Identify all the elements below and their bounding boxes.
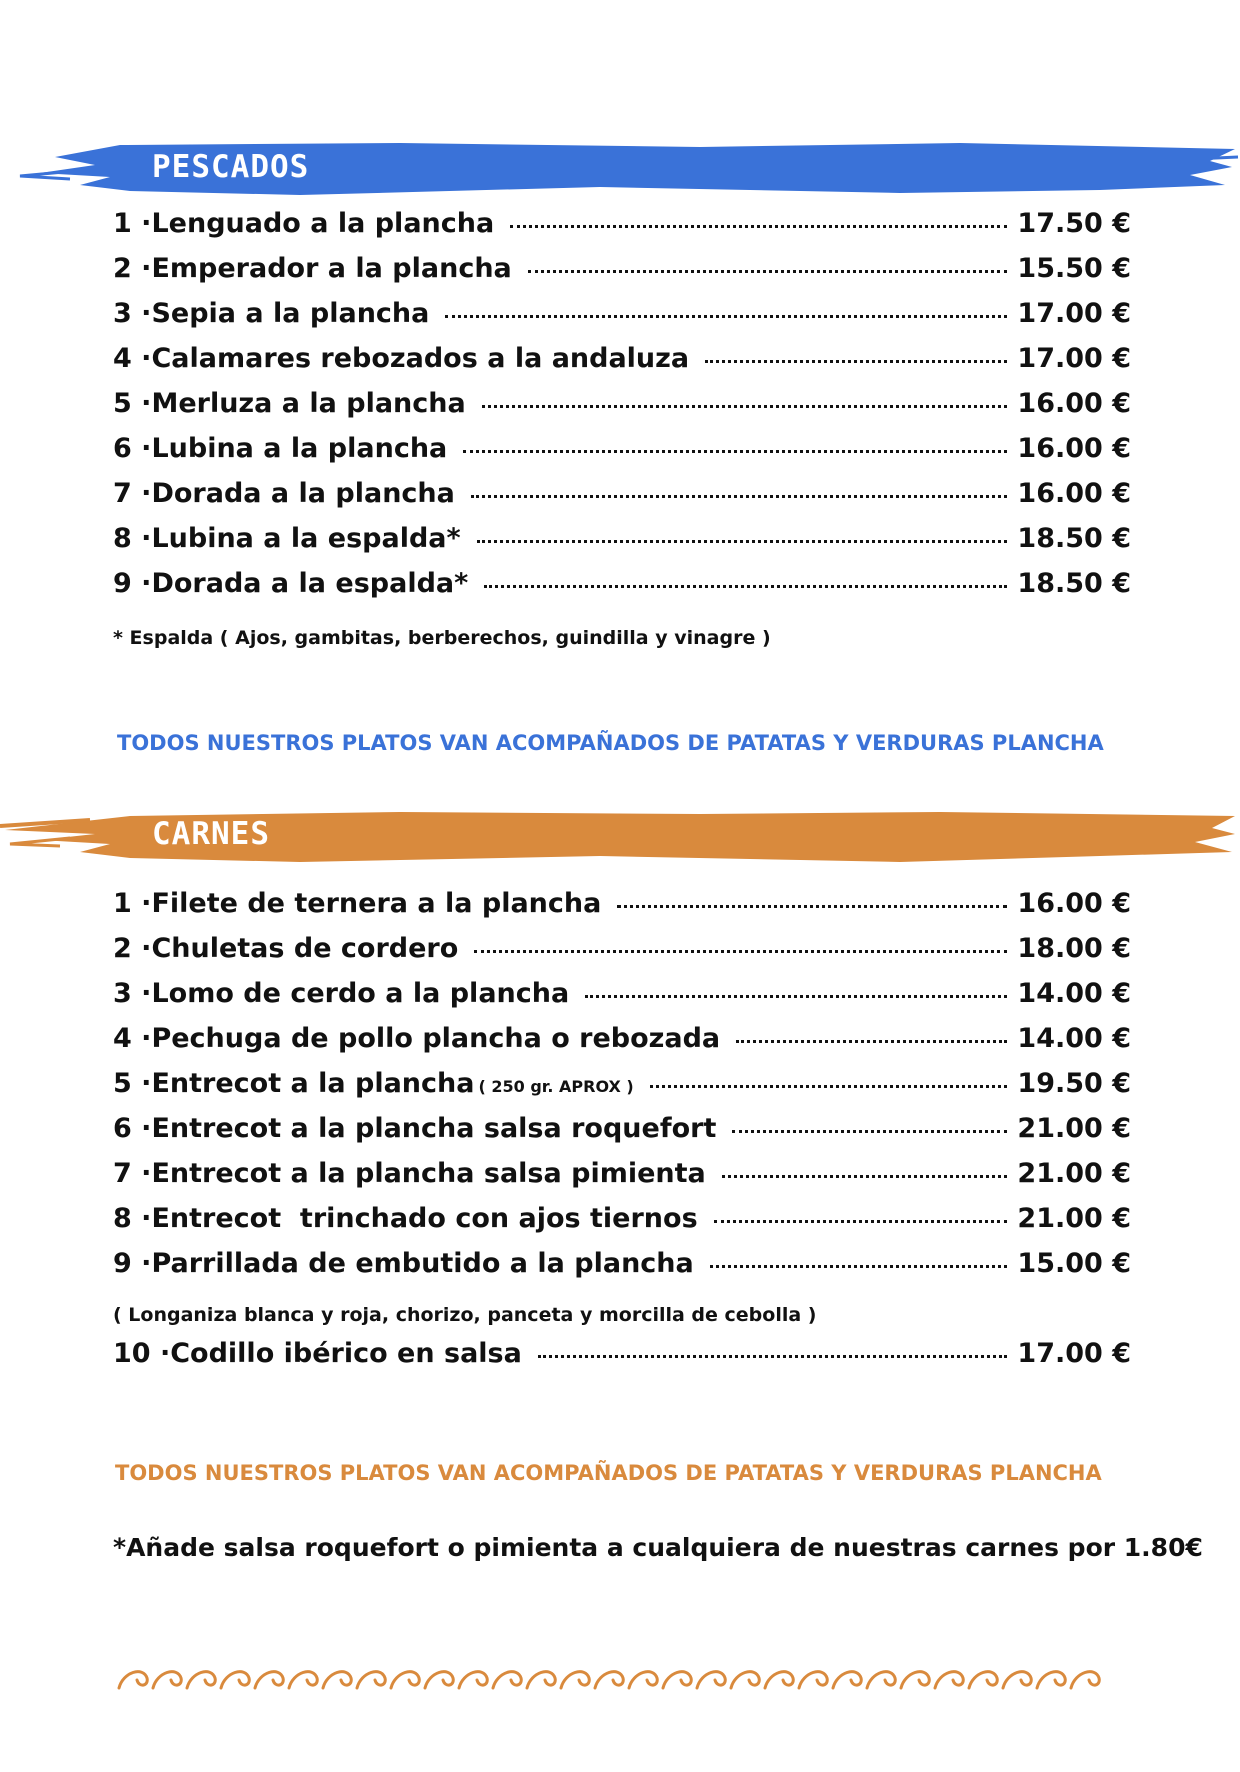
item-number: 7 · [113,1158,152,1189]
item-number: 9 · [113,568,152,599]
menu-item [113,343,1131,388]
item-name: Dorada a la plancha [151,478,455,509]
item-number: 6 · [113,1113,152,1144]
dot-leader [477,540,1008,543]
wave-border-decoration [115,1660,1125,1700]
menu-item [113,1338,1131,1383]
dot-leader [732,1130,1007,1133]
dot-leader [714,1220,1008,1223]
dot-leader [510,225,1007,228]
item-name: Sepia a la plancha [151,298,430,329]
item-name: Calamares rebozados a la andaluza [151,343,690,374]
item-name: Chuletas de cordero [151,933,459,964]
item-number: 2 · [113,253,152,284]
item-name: Dorada a la espalda* [151,568,469,599]
dot-leader [538,1355,1008,1358]
dot-leader [528,270,1008,273]
item-name: Lomo de cerdo a la plancha [151,978,570,1009]
item-price: 16.00 € [1017,388,1131,419]
espalda-footnote: * Espalda ( Ajos, gambitas, berberechos, guindilla y vinagre ) [113,627,771,649]
item-number: 8 · [113,1203,152,1234]
menu-item [113,933,1131,978]
item-number: 2 · [113,933,152,964]
menu-item [113,1023,1131,1068]
item-number: 5 · [113,1068,152,1099]
dot-leader [736,1040,1007,1043]
item-number: 7 · [113,478,152,509]
menu-item [113,568,1131,613]
item-number: 5 · [113,388,152,419]
item-price: 16.00 € [1017,433,1131,464]
item-price: 21.00 € [1017,1203,1131,1234]
dot-leader [585,995,1007,998]
item-price: 17.00 € [1017,1338,1131,1369]
item-price: 18.50 € [1017,523,1131,554]
item-price: 15.00 € [1017,1248,1131,1279]
item-price: 19.50 € [1017,1068,1131,1099]
dot-leader [463,450,1007,453]
menu-item [113,1068,1131,1113]
menu-item [113,1248,1131,1293]
item-price: 18.00 € [1017,933,1131,964]
item-price: 18.50 € [1017,568,1131,599]
item-name: Lubina a la espalda* [151,523,461,554]
item-price: 14.00 € [1017,978,1131,1009]
item-weight-note: ( 250 gr. APROX ) [478,1077,634,1096]
item-number: 1 · [113,888,152,919]
menu-item [113,388,1131,433]
item-number: 10 · [113,1338,171,1369]
item-name: Filete de ternera a la plancha [151,888,602,919]
item-name: Codillo ibérico en salsa [170,1338,522,1369]
item-price: 17.00 € [1017,343,1131,374]
carnes-accompaniment-note: TODOS NUESTROS PLATOS VAN ACOMPAÑADOS DE PATATAS Y VERDURAS PLANCHA [115,1461,1102,1485]
item-number: 1 · [113,208,152,239]
pescados-list [113,208,1131,613]
dot-leader [617,905,1007,908]
menu-item [113,433,1131,478]
dot-leader [484,585,1007,588]
item-price: 21.00 € [1017,1113,1131,1144]
item-price: 14.00 € [1017,1023,1131,1054]
item-name: Entrecot a la plancha salsa roquefort [151,1113,717,1144]
item-name: Parrillada de embutido a la plancha [151,1248,694,1279]
menu-item [113,478,1131,523]
item-price: 21.00 € [1017,1158,1131,1189]
menu-item [113,298,1131,343]
menu-item [113,523,1131,568]
item-name: Merluza a la plancha [151,388,466,419]
menu-item [113,1203,1131,1248]
item-name: Lubina a la plancha [151,433,448,464]
menu-item [113,978,1131,1023]
menu-item [113,253,1131,298]
item-number: 3 · [113,298,152,329]
dot-leader [482,405,1008,408]
item-name: Lenguado a la plancha [151,208,495,239]
item-name: Pechuga de pollo plancha o rebozada [151,1023,721,1054]
pescados-title: PESCADOS [152,149,310,185]
item-name: Emperador a la plancha [151,253,512,284]
item-name: Entrecot trinchado con ajos tiernos [151,1203,698,1234]
item-name: Entrecot a la plancha salsa pimienta [151,1158,706,1189]
item-number: 8 · [113,523,152,554]
pescados-accompaniment-note: TODOS NUESTROS PLATOS VAN ACOMPAÑADOS DE PATATAS Y VERDURAS PLANCHA [117,731,1104,755]
carnes-title: CARNES [152,816,270,852]
carnes-list [113,888,1131,1293]
carnes-list-continued [113,1338,1131,1383]
dot-leader [705,360,1007,363]
dot-leader [650,1085,1008,1088]
menu-item [113,888,1131,933]
item-name: Entrecot a la plancha [151,1068,475,1099]
dot-leader [471,495,1008,498]
item-price: 16.00 € [1017,478,1131,509]
item-number: 9 · [113,1248,152,1279]
menu-item [113,1158,1131,1203]
dot-leader [474,950,1007,953]
dot-leader [445,315,1007,318]
sauce-addon-note: *Añade salsa roquefort o pimienta a cualquiera de nuestras carnes por 1.80€ [113,1533,1203,1562]
carnes-banner [0,800,1240,890]
item-number: 3 · [113,978,152,1009]
item-price: 15.50 € [1017,253,1131,284]
item-price: 17.50 € [1017,208,1131,239]
item-number: 4 · [113,343,152,374]
dot-leader [710,1265,1008,1268]
parrillada-footnote: ( Longaniza blanca y roja, chorizo, panceta y morcilla de cebolla ) [113,1304,817,1326]
menu-item [113,208,1131,253]
menu-item [113,1113,1131,1158]
dot-leader [722,1175,1008,1178]
item-price: 17.00 € [1017,298,1131,329]
item-number: 4 · [113,1023,152,1054]
item-price: 16.00 € [1017,888,1131,919]
item-number: 6 · [113,433,152,464]
